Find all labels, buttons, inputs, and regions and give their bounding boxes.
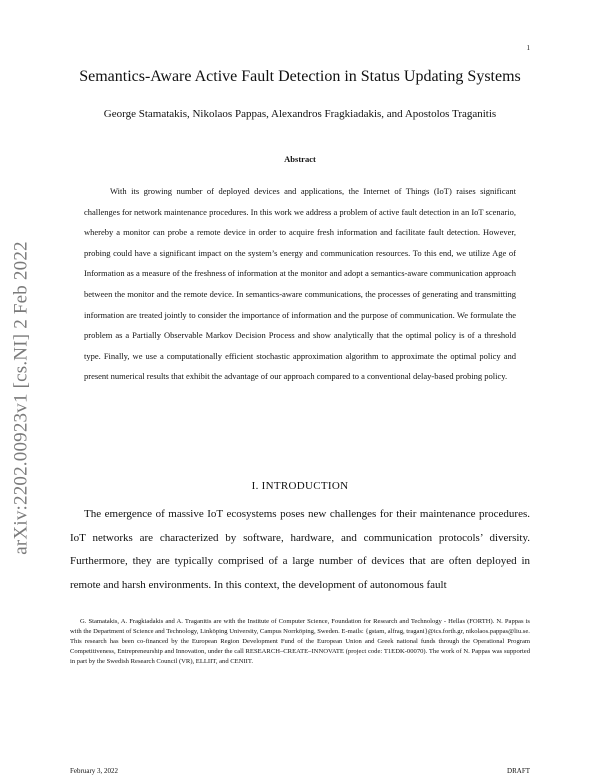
footnote-affiliations: G. Stamatakis, A. Fragkiadakis and A. Traganitis are with the Institute of Computer Science, Foundation for Research and Technology - Hellas (FORTH). N. Pappas is with the Department of Science and Technology, Linköping University, Campus Norrköping, Sweden. E-mails: {gstam, alfrag, tragani}@ics.forth.gr, nikolaos.pappas@liu.se.: [70, 618, 530, 635]
arxiv-identifier-stamp: [3, 218, 41, 578]
arxiv-identifier-text: arXiv:2202.00923v1 [cs.NI] 2 Feb 2022: [11, 241, 32, 555]
abstract-body: With its growing number of deployed devices and applications, the Internet of Things (IoT) raises significant challenges for network maintenance procedures. In this work we address a problem of active fault detection in an IoT scenario, whereby a monitor can probe a remote device in order to acquire fresh information and facilitate fault detection. However, probing could have a significant impact on the system’s energy and communication resources. To this end, we utilize Age of Information as a measure of the freshness of information at the monitor and adopt a semantics-aware communication approach between the monitor and the remote device. In semantics-aware communications, the processes of generating and transmitting information are treated jointly to consider the importance of information and the purpose of communication. We formulate the problem as a Partially Observable Markov Decision Process and show analytically that the optimal policy is of a threshold type. Finally, we use a computationally efficient stochastic approximation algorithm to approximate the optimal policy and present numerical results that exhibit the advantage of our approach compared to a conventional delay-based probing policy.: [84, 186, 517, 382]
footnotes: [70, 617, 530, 667]
paper-title: Semantics-Aware Active Fault Detection in Status Updating Systems: [79, 68, 521, 85]
page-number: 1: [526, 44, 530, 52]
footnote-funding: This research has been co-financed by the European Region Development Fund of the European Union and Greek national funds through the Operational Program Competitiveness, Entrepreneurship and Innovation, under the call RESEARCH–CREATE–INNOVATE (project code: T1EDK-00070). The work of N. Pappas was supported in part by the Swedish Research Council (VR), ELLIIT, and CENIIT.: [70, 638, 530, 665]
abstract-heading: Abstract: [284, 154, 316, 164]
introduction-paragraph: The emergence of massive IoT ecosystems poses new challenges for their maintenance procedures. IoT networks are characterized by software, hardware, and communication protocols’ diversity. Furthermore, they are typically comprised of a large number of devices that are often deployed in remote and harsh environments. In this context, the development of autonomous fault: [70, 508, 530, 591]
section-heading-introduction: I. INTRODUCTION: [251, 480, 349, 492]
footer-draft-label: DRAFT: [507, 767, 530, 775]
footer-date: February 3, 2022: [70, 767, 119, 775]
author-list: George Stamatakis, Nikolaos Pappas, Alexandros Fragkiadakis, and Apostolos Traganitis: [103, 108, 497, 120]
